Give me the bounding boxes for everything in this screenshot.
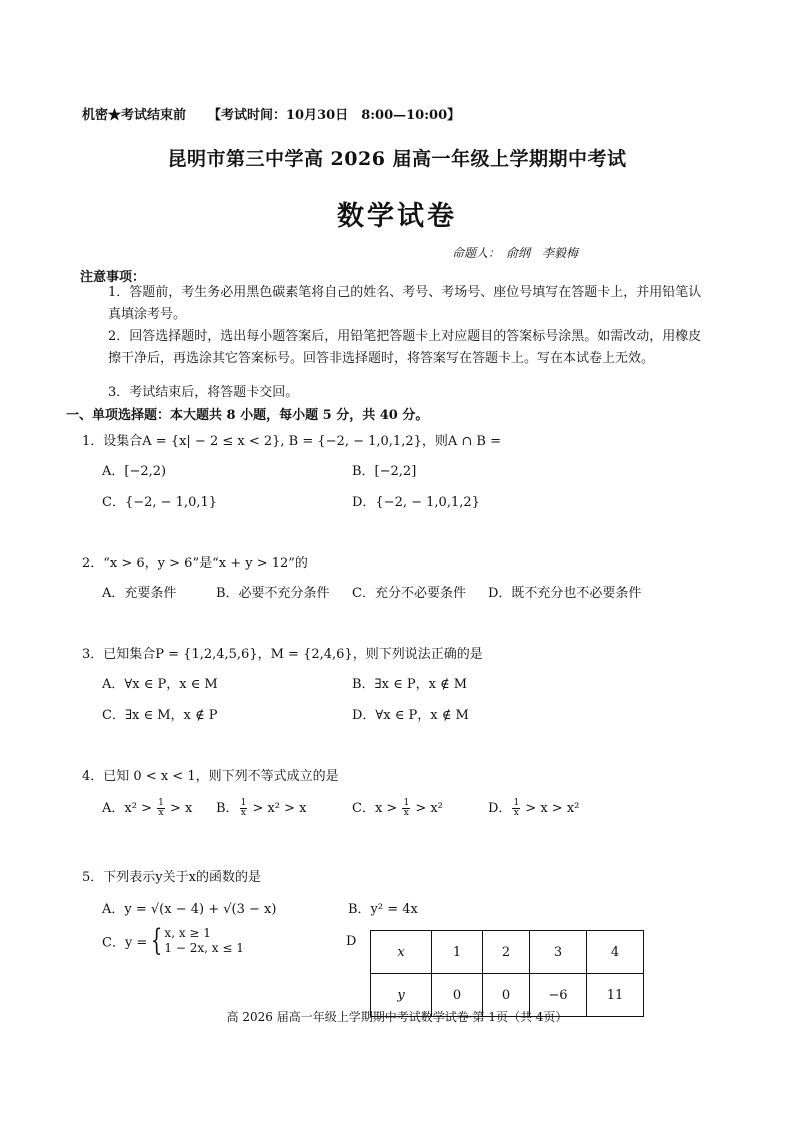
table-cell: 2 [483, 931, 530, 974]
q4-option-b-label: B． [216, 801, 239, 816]
q3-option-b: B．∃x ∈ P，x ∉ M [352, 677, 468, 692]
q4-option-d-fraction [512, 799, 520, 818]
table-row [371, 931, 644, 974]
q4-option-a-label: A． [102, 801, 125, 816]
q4-option-a [102, 797, 192, 818]
q4-option-a-part1: x² > [124, 801, 152, 816]
q4-option-b-part2: > x² > x [252, 801, 307, 816]
q5-option-c [102, 923, 244, 958]
q1-option-a: A．[−2,2) [102, 464, 167, 479]
q4-option-a-part2: > x [169, 801, 193, 816]
q1-stem: 1．设集合A = {x| − 2 ≤ x < 2}, B = {−2, − 1,0,1,2}，则A ∩ B = [82, 434, 501, 449]
q4-option-b [216, 797, 307, 818]
fraction-denominator: x [403, 808, 409, 818]
table-cell: 11 [587, 974, 644, 1017]
exam-time: 【考试时间：10月30日 8:00—10:00】 [208, 108, 461, 123]
fraction-numerator: 1 [403, 798, 410, 808]
fraction-denominator: x [513, 808, 519, 818]
q4-stem: 4．已知 0 < x < 1，则下列不等式成立的是 [82, 769, 339, 784]
q2-option-b: B．必要不充分条件 [216, 586, 330, 601]
confidential-label: 机密★考试结束前 [82, 108, 187, 123]
q4-option-c-part1: x > [374, 801, 398, 816]
q1-option-b: B．[−2,2] [352, 464, 417, 479]
q4-option-a-fraction [157, 799, 165, 818]
page-footer: 高 2026 届高一年级上学期期中考试数学试卷·第 1页（共 4页） [226, 1010, 568, 1024]
q2-option-d: D．既不充分也不必要条件 [488, 586, 642, 601]
q4-option-c-label: C． [352, 801, 375, 816]
q4-option-c-part2: > x² [415, 801, 443, 816]
q5-option-d-table [370, 930, 644, 1017]
q2-option-c: C．充分不必要条件 [352, 586, 466, 601]
q4-option-d-part2: > x > x² [525, 801, 580, 816]
table-cell: y [371, 974, 432, 1017]
q4-option-c [352, 797, 443, 818]
table-cell: x [371, 931, 432, 974]
fraction-numerator: 1 [513, 798, 520, 808]
q5-option-a: A．y = √(x − 4) + √(3 − x) [102, 902, 277, 917]
notice-heading: 注意事项： [80, 270, 146, 285]
fraction-numerator: 1 [158, 798, 164, 808]
section-heading: 一、单项选择题：本大题共 8 小题，每小题 5 分，共 40 分。 [66, 408, 429, 423]
notice-item-1: 1．答题前，考生务必用黑色碳素笔将自己的姓名、考号、考场号、座位号填写在答题卡上，并用铅笔认真填涂考号。 [108, 285, 702, 322]
authors-label: 命题人： [452, 246, 501, 260]
table-cell: −6 [530, 974, 587, 1017]
q4-option-c-fraction [402, 799, 410, 818]
q4-option-d-label: D． [488, 801, 512, 816]
header-line [82, 104, 460, 123]
fraction-denominator: x [240, 808, 246, 818]
q4-option-d [488, 797, 579, 818]
q1-option-c: C．{−2, − 1,0,1} [102, 495, 218, 510]
q1-option-d: D．{−2, − 1,0,1,2} [352, 495, 480, 510]
notice-item-2: 2．回答选择题时，选出每小题答案后，用铅笔把答题卡上对应题目的答案标号涂黑。如需改动，用橡皮擦干净后，再选涂其它答案标号。回答非选择题时，将答案写在答题卡上。写在本试卷上无效。 [108, 329, 702, 366]
q2-option-a: A．充要条件 [102, 586, 177, 601]
q3-option-d: D．∀x ∈ P，x ∉ M [352, 708, 469, 723]
piecewise-brace: { [151, 923, 163, 958]
exam-title: 数学试卷 [337, 201, 457, 232]
q5-option-b: B．y² = 4x [348, 902, 418, 917]
fraction-numerator: 1 [240, 798, 247, 808]
authors-names: 俞纲 李毅梅 [506, 246, 579, 260]
q3-stem: 3．已知集合P = {1,2,4,5,6}，M = {2,4,6}，则下列说法正确的是 [82, 647, 483, 662]
table-cell: 0 [483, 974, 530, 1017]
table-cell: 4 [587, 931, 644, 974]
q5-option-c-label: C．y = [102, 935, 148, 951]
fraction-denominator: x [158, 808, 164, 818]
table-cell: 0 [432, 974, 483, 1017]
q2-stem: 2．“x > 6，y > 6”是“x + y > 12”的 [82, 556, 308, 571]
q5-stem: 5．下列表示y关于x的函数的是 [82, 870, 261, 885]
table-cell: 3 [530, 931, 587, 974]
piecewise-cases [164, 926, 243, 956]
q3-option-a: A．∀x ∈ P，x ∈ M [102, 677, 218, 692]
notice-item-3: 3．考试结束后，将答题卡交回。 [108, 385, 299, 400]
table-cell: 1 [432, 931, 483, 974]
q5-option-d-label: D [346, 934, 357, 949]
piecewise-case-2: 1 − 2x, x ≤ 1 [164, 941, 244, 955]
authors [452, 244, 578, 261]
school-title: 昆明市第三中学高 2026 届高一年级上学期期中考试 [167, 148, 627, 170]
q3-option-c: C．∃x ∈ M，x ∉ P [102, 708, 218, 723]
q4-option-b-fraction [240, 799, 248, 818]
piecewise-case-1: x, x ≥ 1 [164, 926, 211, 940]
